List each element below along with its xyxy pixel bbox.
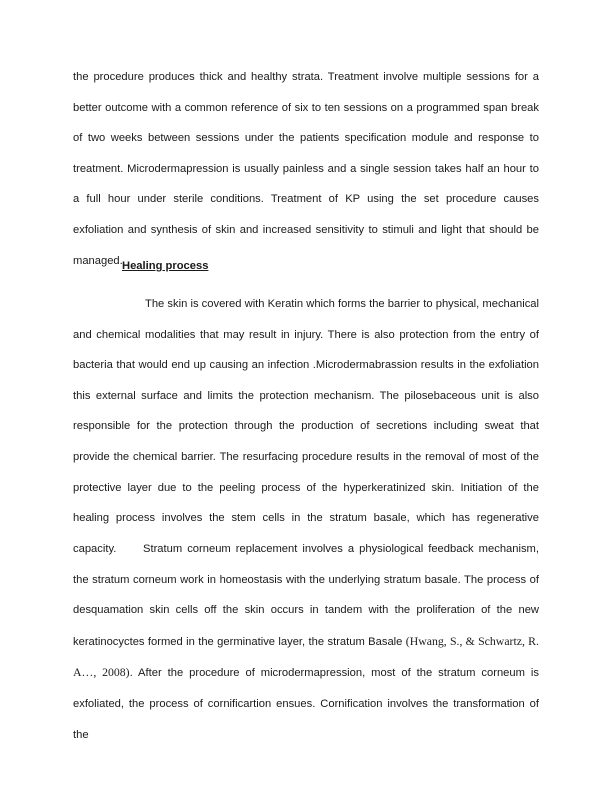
text-block-intro	[73, 62, 539, 276]
citation-hwang-schwartz: (Hwang, S., & Schwartz, R. A…, 2008)	[73, 633, 539, 680]
paragraph-stratum-corneum	[73, 534, 539, 750]
paragraph-procedure: the procedure produces thick and healthy strata. Treatment involve multiple sessions for a better outcome with a common reference of six to ten sessions on a programmed span break of two weeks between sessions under the patients specification module and response to treatment. Microdermapression is usually painless and a single session takes half an hour to a full hour under sterile conditions. Treatment of KP using the set procedure causes exfoliation and synthesis of skin and increased sensitivity to stimuli and light that should be managed.	[73, 71, 539, 267]
paragraph-stratum-text-1: Stratum corneum replacement involves a physiological feedback mechanism, the stratum corneum work in homeostasis with the underlying stratum basale. The process of desquamation skin cells off the skin occurs in tandem with the proliferation of the new keratinocyctes formed in the germinative layer, the stratum Basale	[73, 543, 539, 648]
paragraph-keratin-barrier: The skin is covered with Keratin which forms the barrier to physical, mechanical and chemical modalities that may result in injury. There is also protection from the entry of bacteria that would end up causing an infection .Microdermabrassion results in the exfoliation this external surface and limits the protection mechanism. The pilosebaceous unit is also responsible for the protection through the production of secretions including sweat that provide the chemical barrier. The resurfacing procedure results in the removal of most of the protective layer due to the peeling process of the hyperkeratinized skin. Initiation of the healing process involves the stem cells in the stratum basale, which has regenerative capacity.	[73, 298, 539, 555]
section-heading-healing-process: Healing process	[122, 260, 209, 272]
paragraph-stratum-text-2: . After the procedure of microdermapression, most of the stratum corneum is exfoliated, the process of cornificartion ensues. Cornification involves the transformation of the	[73, 667, 539, 741]
text-block-stratum	[73, 534, 539, 750]
text-block-healing	[73, 289, 539, 564]
